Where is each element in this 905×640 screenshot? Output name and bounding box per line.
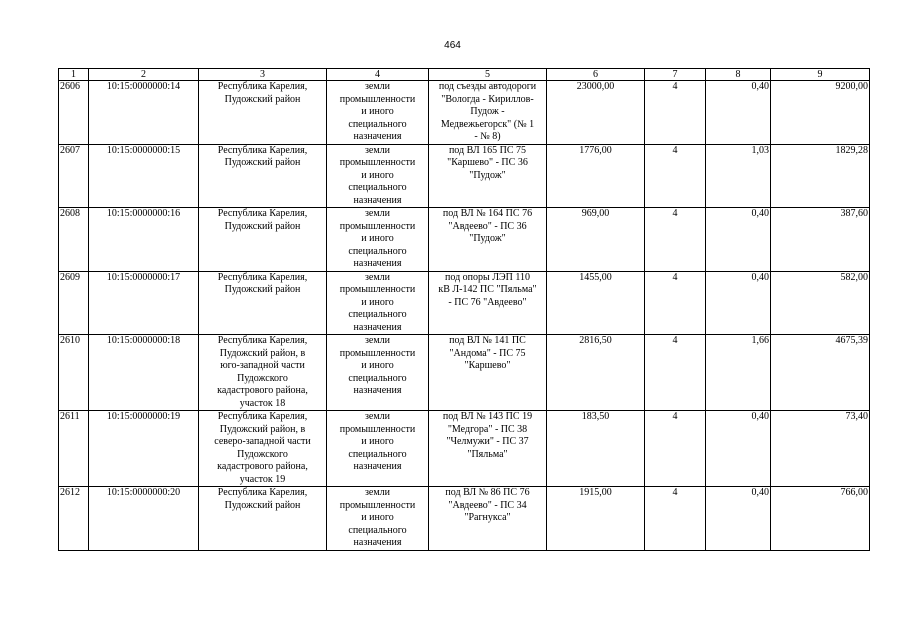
column-7-cell: 4 bbox=[645, 81, 706, 145]
land-category-cell-line: земли bbox=[364, 208, 391, 219]
location-cell bbox=[199, 335, 327, 411]
purpose-cell-line: под съезды автодороги bbox=[438, 81, 537, 92]
land-category-cell-line: промышленности bbox=[339, 157, 416, 168]
cadastral-number-cell: 10:15:0000000:14 bbox=[89, 81, 199, 145]
purpose-cell-line: "Авдеево" - ПС 36 bbox=[448, 220, 527, 232]
purpose-cell-line: "Вологда - Кириллов- bbox=[441, 93, 534, 105]
table-row bbox=[59, 335, 870, 411]
land-category-cell-line: и иного bbox=[361, 233, 394, 244]
rate-cell: 0,40 bbox=[706, 411, 771, 487]
table-row bbox=[59, 208, 870, 272]
land-category-cell-line: промышленности bbox=[339, 93, 416, 105]
land-category-cell-line: назначения bbox=[353, 194, 402, 206]
land-category-cell-line: и иного bbox=[361, 360, 394, 371]
land-category-cell-line: земли bbox=[364, 335, 391, 346]
row-number-cell: 2608 bbox=[59, 208, 89, 272]
location-cell-line: Пудожский район bbox=[224, 157, 301, 168]
column-7-cell: 4 bbox=[645, 208, 706, 272]
land-category-cell-line: назначения bbox=[353, 321, 402, 333]
amount-cell: 766,00 bbox=[771, 487, 870, 551]
purpose-cell-line: - № 8) bbox=[474, 131, 501, 142]
land-category-cell-line: назначения bbox=[353, 258, 402, 269]
purpose-cell-line: "Рагнукса" bbox=[464, 512, 511, 523]
column-number-row bbox=[59, 69, 870, 81]
location-cell bbox=[199, 81, 327, 145]
column-header: 1 bbox=[59, 69, 89, 81]
cadastral-number-cell: 10:15:0000000:16 bbox=[89, 208, 199, 272]
location-cell-line: юго-западной части bbox=[220, 360, 305, 371]
location-cell-line: Пудожского bbox=[237, 372, 288, 384]
land-category-cell-line: земли bbox=[364, 144, 391, 156]
land-category-cell-line: промышленности bbox=[339, 347, 416, 359]
cadastral-number-cell: 10:15:0000000:19 bbox=[89, 411, 199, 487]
area-cell: 1455,00 bbox=[547, 271, 645, 335]
area-cell: 1915,00 bbox=[547, 487, 645, 551]
column-header: 3 bbox=[199, 69, 327, 81]
amount-cell: 9200,00 bbox=[771, 81, 870, 145]
amount-cell: 582,00 bbox=[771, 271, 870, 335]
column-7-cell: 4 bbox=[645, 271, 706, 335]
land-category-cell bbox=[327, 271, 429, 335]
table-body bbox=[59, 81, 870, 551]
location-cell-line: Пудожский район, в bbox=[219, 347, 306, 359]
location-cell-line: Республика Карелия, bbox=[217, 487, 308, 498]
location-cell-line: Пудожский район bbox=[224, 220, 301, 232]
purpose-cell-line: "Челмужи" - ПС 37 bbox=[446, 436, 529, 447]
land-category-cell-line: и иного bbox=[361, 296, 394, 308]
row-number-cell: 2610 bbox=[59, 335, 89, 411]
land-category-cell-line: специального bbox=[348, 448, 407, 460]
location-cell-line: Республика Карелия, bbox=[217, 208, 308, 219]
rate-cell: 1,66 bbox=[706, 335, 771, 411]
amount-cell: 4675,39 bbox=[771, 335, 870, 411]
location-cell-line: Республика Карелия, bbox=[217, 144, 308, 156]
table-row bbox=[59, 411, 870, 487]
purpose-cell-line: Медвежьегорск" (№ 1 bbox=[440, 118, 535, 130]
land-category-cell bbox=[327, 81, 429, 145]
land-register-table bbox=[58, 68, 870, 551]
location-cell-line: Республика Карелия, bbox=[217, 411, 308, 422]
column-header: 6 bbox=[547, 69, 645, 81]
cadastral-number-cell: 10:15:0000000:17 bbox=[89, 271, 199, 335]
land-category-cell-line: и иного bbox=[361, 512, 394, 523]
location-cell-line: участок 19 bbox=[239, 473, 286, 485]
rate-cell: 0,40 bbox=[706, 81, 771, 145]
cadastral-number-cell: 10:15:0000000:20 bbox=[89, 487, 199, 551]
page-number: 464 bbox=[444, 40, 461, 51]
purpose-cell bbox=[429, 208, 547, 272]
location-cell-line: северо-западной части bbox=[214, 436, 311, 447]
column-header: 7 bbox=[645, 69, 706, 81]
location-cell-line: кадастрового района, bbox=[217, 385, 308, 396]
purpose-cell-line: "Андома" - ПС 75 bbox=[449, 347, 526, 359]
rate-cell: 1,03 bbox=[706, 144, 771, 208]
land-category-cell-line: и иного bbox=[361, 106, 394, 117]
column-7-cell: 4 bbox=[645, 335, 706, 411]
purpose-cell-line: под ВЛ № 164 ПС 76 bbox=[442, 208, 533, 219]
land-category-cell-line: земли bbox=[364, 411, 391, 422]
amount-cell: 387,60 bbox=[771, 208, 870, 272]
location-cell-line: Пудожского bbox=[237, 448, 288, 460]
purpose-cell bbox=[429, 335, 547, 411]
area-cell: 23000,00 bbox=[547, 81, 645, 145]
purpose-cell-line: Пудож - bbox=[470, 106, 505, 117]
purpose-cell-line: под ВЛ № 143 ПС 19 bbox=[442, 411, 533, 422]
land-category-cell-line: и иного bbox=[361, 169, 394, 181]
purpose-cell-line: под ВЛ № 141 ПС bbox=[449, 335, 526, 346]
row-number-cell: 2612 bbox=[59, 487, 89, 551]
land-category-cell-line: специального bbox=[348, 524, 407, 536]
purpose-cell bbox=[429, 487, 547, 551]
location-cell-line: участок 18 bbox=[239, 397, 286, 409]
land-category-cell-line: земли bbox=[364, 81, 391, 92]
location-cell-line: Пудожский район bbox=[224, 499, 301, 511]
row-number-cell: 2609 bbox=[59, 271, 89, 335]
purpose-cell bbox=[429, 144, 547, 208]
rate-cell: 0,40 bbox=[706, 271, 771, 335]
land-category-cell-line: специального bbox=[348, 372, 407, 384]
land-category-cell-line: промышленности bbox=[339, 220, 416, 232]
cadastral-number-cell: 10:15:0000000:18 bbox=[89, 335, 199, 411]
land-category-cell bbox=[327, 144, 429, 208]
purpose-cell-line: кВ Л-142 ПС "Пяльма" bbox=[438, 284, 537, 295]
table-row bbox=[59, 271, 870, 335]
land-category-cell-line: земли bbox=[364, 487, 391, 498]
column-header: 2 bbox=[89, 69, 199, 81]
land-category-cell bbox=[327, 411, 429, 487]
land-category-cell-line: назначения bbox=[353, 131, 402, 142]
amount-cell: 1829,28 bbox=[771, 144, 870, 208]
rate-cell: 0,40 bbox=[706, 487, 771, 551]
land-category-cell-line: промышленности bbox=[339, 284, 416, 295]
location-cell-line: Пудожский район bbox=[224, 93, 301, 105]
purpose-cell-line: - ПС 76 "Авдеево" bbox=[448, 296, 527, 308]
land-category-cell-line: назначения bbox=[353, 385, 402, 396]
land-category-cell-line: назначения bbox=[353, 461, 402, 472]
table-row bbox=[59, 144, 870, 208]
land-category-cell-line: назначения bbox=[353, 537, 402, 548]
purpose-cell bbox=[429, 271, 547, 335]
purpose-cell bbox=[429, 411, 547, 487]
purpose-cell bbox=[429, 81, 547, 145]
row-number-cell: 2607 bbox=[59, 144, 89, 208]
purpose-cell-line: "Пяльма" bbox=[467, 448, 508, 460]
purpose-cell-line: "Пудож" bbox=[469, 233, 506, 244]
column-header: 8 bbox=[706, 69, 771, 81]
location-cell bbox=[199, 271, 327, 335]
land-category-cell-line: промышленности bbox=[339, 423, 416, 435]
land-category-cell-line: и иного bbox=[361, 436, 394, 447]
location-cell-line: Республика Карелия, bbox=[217, 271, 308, 283]
land-category-cell bbox=[327, 487, 429, 551]
location-cell bbox=[199, 208, 327, 272]
location-cell bbox=[199, 487, 327, 551]
row-number-cell: 2611 bbox=[59, 411, 89, 487]
area-cell: 969,00 bbox=[547, 208, 645, 272]
purpose-cell-line: под опоры ЛЭП 110 bbox=[445, 271, 530, 283]
location-cell-line: Республика Карелия, bbox=[217, 81, 308, 92]
area-cell: 2816,50 bbox=[547, 335, 645, 411]
land-category-cell-line: специального bbox=[348, 309, 407, 320]
land-category-cell-line: промышленности bbox=[339, 499, 416, 511]
column-7-cell: 4 bbox=[645, 411, 706, 487]
purpose-cell-line: "Пудож" bbox=[469, 169, 506, 181]
amount-cell: 73,40 bbox=[771, 411, 870, 487]
area-cell: 183,50 bbox=[547, 411, 645, 487]
table-row bbox=[59, 487, 870, 551]
column-7-cell: 4 bbox=[645, 487, 706, 551]
land-category-cell-line: специального bbox=[348, 182, 407, 193]
purpose-cell-line: "Авдеево" - ПС 34 bbox=[448, 499, 527, 511]
purpose-cell-line: под ВЛ № 86 ПС 76 bbox=[445, 487, 530, 498]
cadastral-number-cell: 10:15:0000000:15 bbox=[89, 144, 199, 208]
column-7-cell: 4 bbox=[645, 144, 706, 208]
land-category-cell-line: специального bbox=[348, 245, 407, 257]
land-category-cell-line: специального bbox=[348, 118, 407, 130]
location-cell bbox=[199, 411, 327, 487]
purpose-cell-line: "Каршево" bbox=[464, 360, 511, 371]
land-category-cell bbox=[327, 335, 429, 411]
location-cell-line: Республика Карелия, bbox=[217, 335, 308, 346]
purpose-cell-line: под ВЛ 165 ПС 75 bbox=[448, 144, 527, 156]
row-number-cell: 2606 bbox=[59, 81, 89, 145]
land-category-cell bbox=[327, 208, 429, 272]
column-header: 5 bbox=[429, 69, 547, 81]
location-cell bbox=[199, 144, 327, 208]
location-cell-line: кадастрового района, bbox=[217, 461, 308, 472]
purpose-cell-line: "Медгора" - ПС 38 bbox=[447, 423, 528, 435]
column-header: 4 bbox=[327, 69, 429, 81]
land-category-cell-line: земли bbox=[364, 271, 391, 283]
table-row bbox=[59, 81, 870, 145]
purpose-cell-line: "Каршево" - ПС 36 bbox=[447, 157, 528, 168]
column-header: 9 bbox=[771, 69, 870, 81]
location-cell-line: Пудожский район bbox=[224, 284, 301, 295]
location-cell-line: Пудожский район, в bbox=[219, 423, 306, 435]
area-cell: 1776,00 bbox=[547, 144, 645, 208]
rate-cell: 0,40 bbox=[706, 208, 771, 272]
